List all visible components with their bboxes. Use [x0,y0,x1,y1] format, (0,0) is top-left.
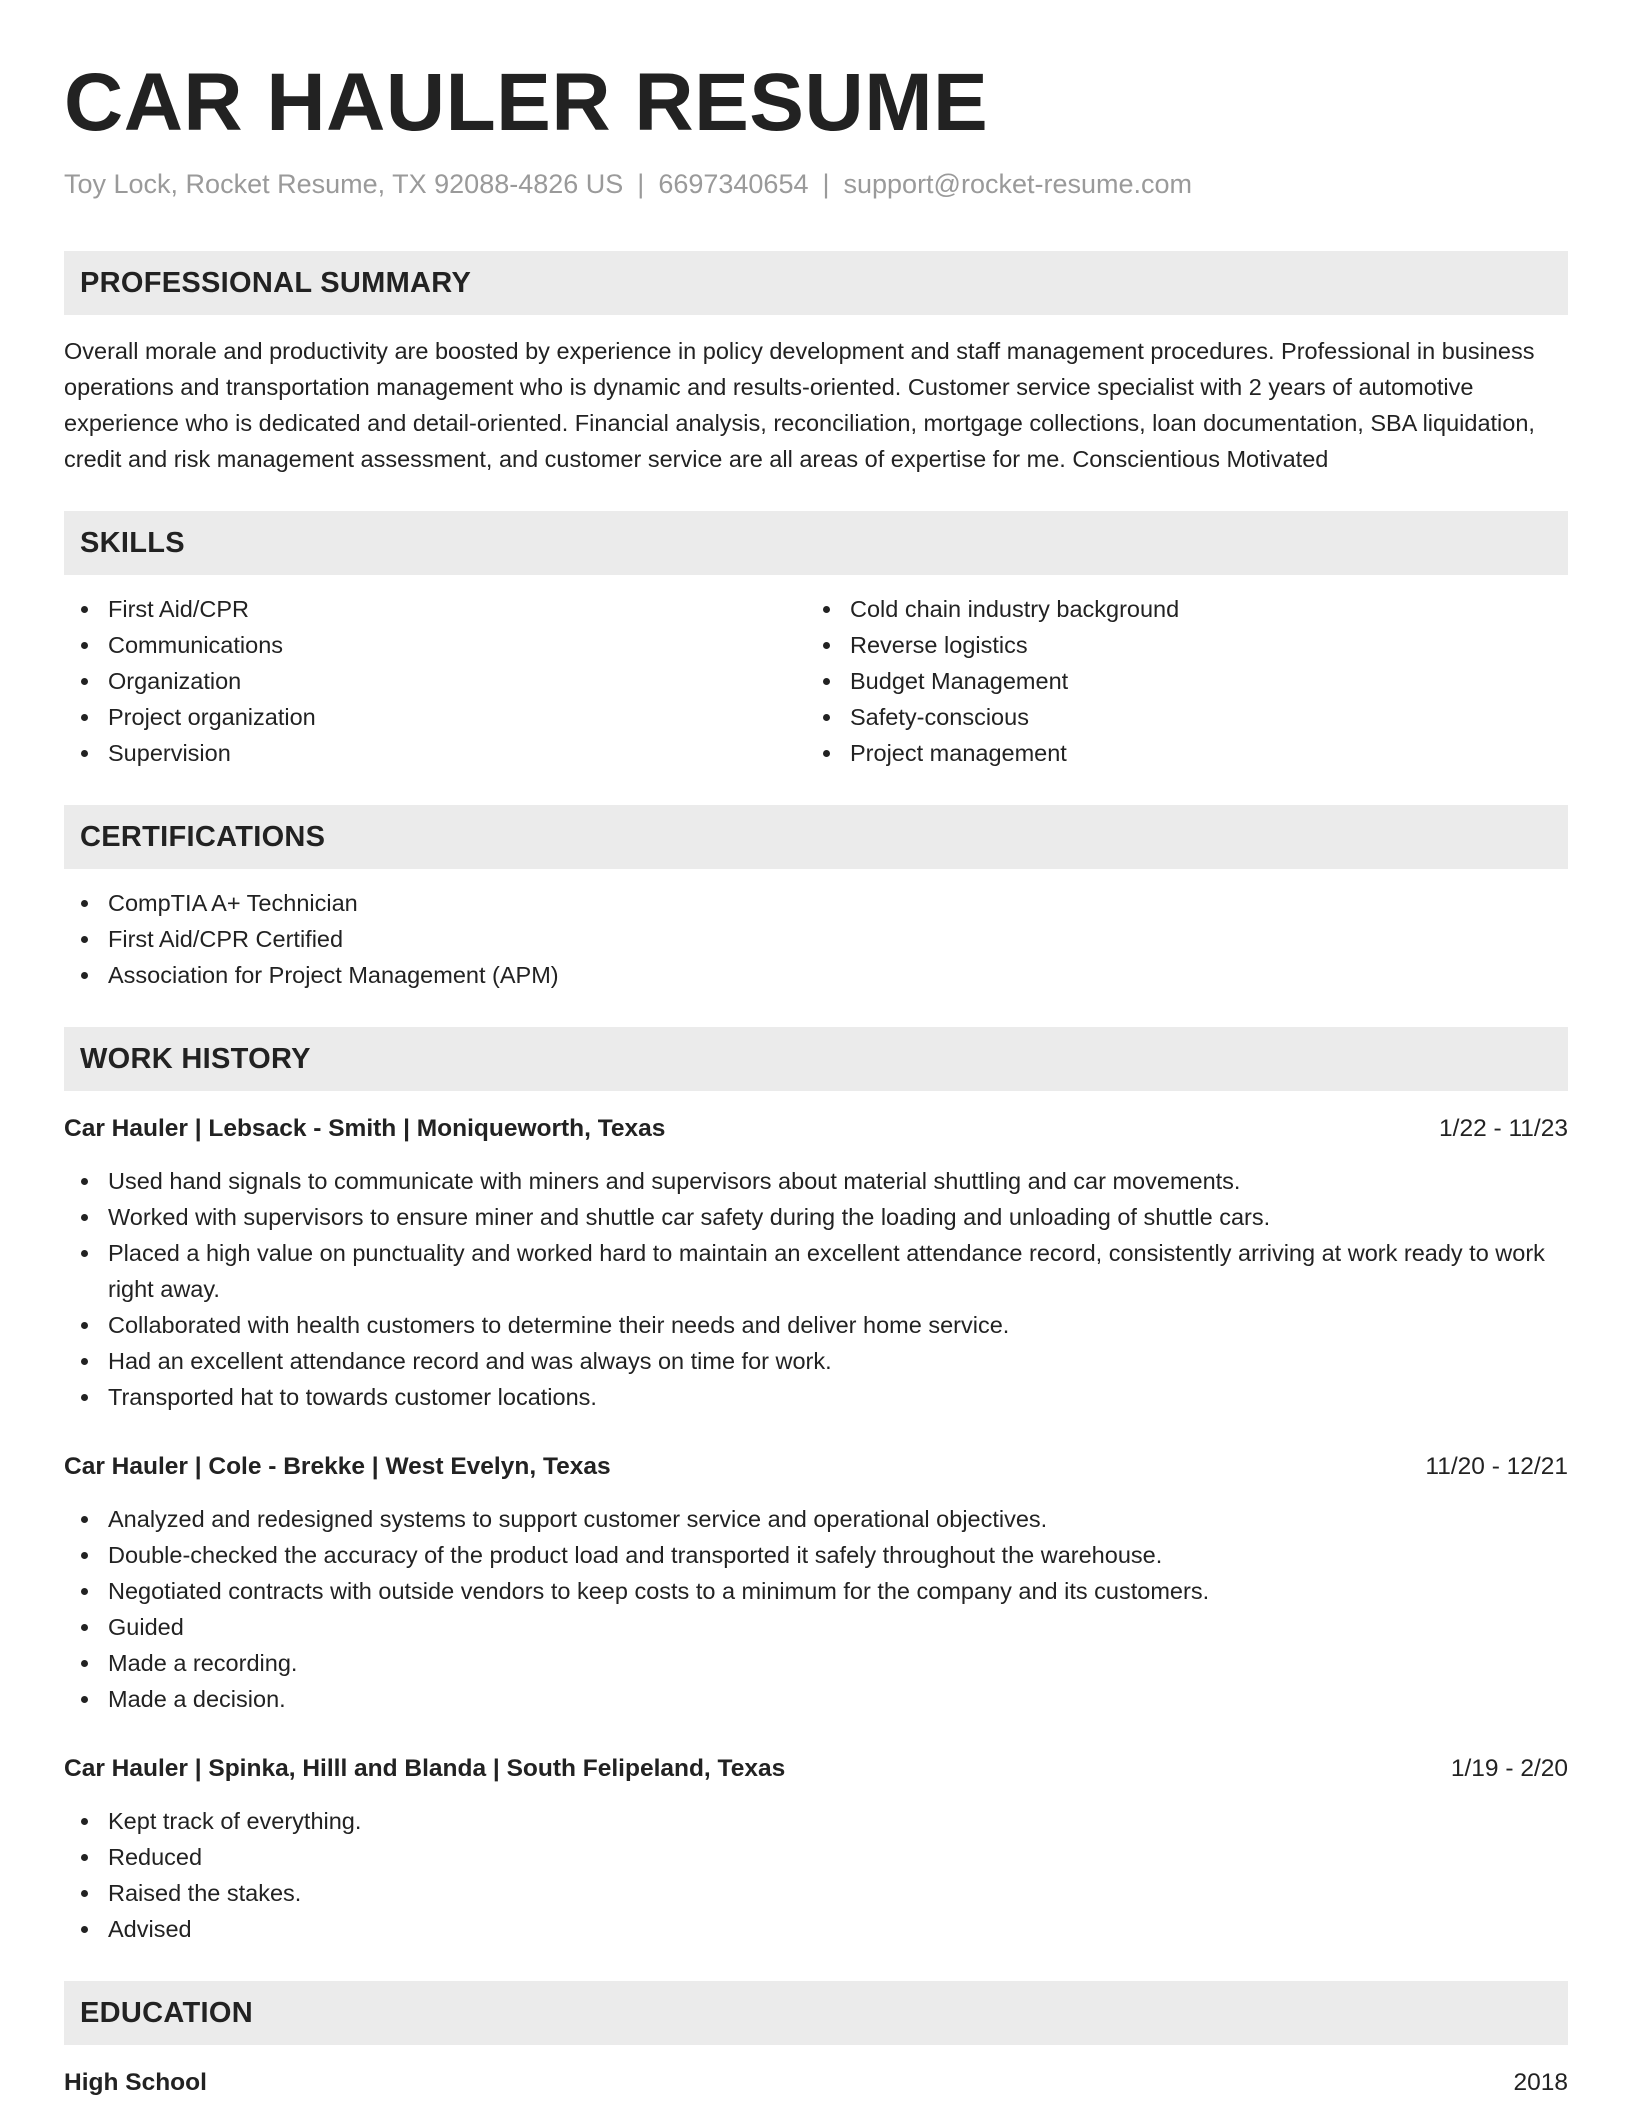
resume-page [64,0,1568,2101]
job-bullet: Made a decision. [64,1681,1568,1717]
job-dates: 1/19 - 2/20 [1450,1754,1568,1782]
job-bullet: Analyzed and redesigned systems to support customer service and operational objectives. [64,1501,1568,1537]
job-entry [64,1751,1568,1947]
job-header [64,1751,1568,1787]
job-bullet: Placed a high value on punctuality and worked hard to maintain an excellent attendance record, consistently arriving at work ready to work right away. [64,1235,1568,1307]
certifications-list [64,885,1568,993]
certification-item: Association for Project Management (APM) [64,957,1568,993]
job-bullet: Transported hat to towards customer locations. [64,1379,1568,1415]
skills-list-right [806,591,1548,771]
job-bullet: Worked with supervisors to ensure miner and shuttle car safety during the loading and unloading of shuttle cars. [64,1199,1568,1235]
section-header-skills: SKILLS [64,511,1568,575]
resume-title: CAR HAULER RESUME [64,57,989,148]
summary-text: Overall morale and productivity are boosted by experience in policy development and staff management procedures. Professional in business operations and transportation management who is dynamic and results-oriented. Customer service specialist with 2 years of automotive experience who is dedicated and detail-oriented. Financial analysis, reconciliation, mortgage collections, loan documentation, SBA liquidation, credit and risk management assessment, and customer service are all areas of expertise for me. Conscientious Motivated [64,337,1535,472]
contact-separator: | [637,169,645,200]
job-bullets [64,1501,1568,1717]
job-title: Car Hauler | Cole - Brekke | West Evelyn, Texas [64,1452,611,1480]
section-header-summary: PROFESSIONAL SUMMARY [64,251,1568,315]
job-bullet: Negotiated contracts with outside vendors to keep costs to a minimum for the company and its customers. [64,1573,1568,1609]
skill-item: Cold chain industry background [806,591,1548,627]
section-header-education: EDUCATION [64,1981,1568,2045]
skill-item: Supervision [64,735,806,771]
contact-email: support@rocket-resume.com [843,169,1193,200]
job-title: Car Hauler | Lebsack - Smith | Moniqueworth, Texas [64,1114,666,1142]
job-dates: 1/22 - 11/23 [1439,1114,1568,1142]
contact-line [64,168,1568,200]
job-entry [64,1111,1568,1415]
certification-item: CompTIA A+ Technician [64,885,1568,921]
job-bullet: Made a recording. [64,1645,1568,1681]
skills-columns [64,591,1568,771]
education-entry [64,2065,1568,2101]
skill-item: Project organization [64,699,806,735]
skills-list-left [64,591,806,771]
job-title: Car Hauler | Spinka, Hilll and Blanda | South Felipeland, Texas [64,1754,786,1782]
job-bullet: Reduced [64,1839,1568,1875]
job-dates: 11/20 - 12/21 [1425,1452,1568,1480]
education-school: High School [64,2068,207,2096]
job-bullet: Advised [64,1911,1568,1947]
skill-item: Reverse logistics [806,627,1548,663]
section-header-certifications: CERTIFICATIONS [64,805,1568,869]
skill-item: Budget Management [806,663,1548,699]
skill-item: Communications [64,627,806,663]
education-year: 2018 [1513,2068,1568,2096]
skill-item: Organization [64,663,806,699]
job-bullet: Collaborated with health customers to determine their needs and deliver home service. [64,1307,1568,1343]
job-bullet: Double-checked the accuracy of the product load and transported it safely throughout the warehouse. [64,1537,1568,1573]
skill-item: Safety-conscious [806,699,1548,735]
certification-item: First Aid/CPR Certified [64,921,1568,957]
job-bullet: Kept track of everything. [64,1803,1568,1839]
job-bullets [64,1163,1568,1415]
job-header [64,1449,1568,1485]
contact-address: Toy Lock, Rocket Resume, TX 92088-4826 US [64,169,624,200]
job-header [64,1111,1568,1147]
job-bullet: Used hand signals to communicate with miners and supervisors about material shuttling and car movements. [64,1163,1568,1199]
job-entry [64,1449,1568,1717]
contact-separator: | [822,169,830,200]
job-bullet: Raised the stakes. [64,1875,1568,1911]
job-bullet: Had an excellent attendance record and was always on time for work. [64,1343,1568,1379]
job-bullets [64,1803,1568,1947]
skill-item: Project management [806,735,1548,771]
contact-phone: 6697340654 [658,169,809,200]
skill-item: First Aid/CPR [64,591,806,627]
job-bullet: Guided [64,1609,1568,1645]
section-header-work-history: WORK HISTORY [64,1027,1568,1091]
